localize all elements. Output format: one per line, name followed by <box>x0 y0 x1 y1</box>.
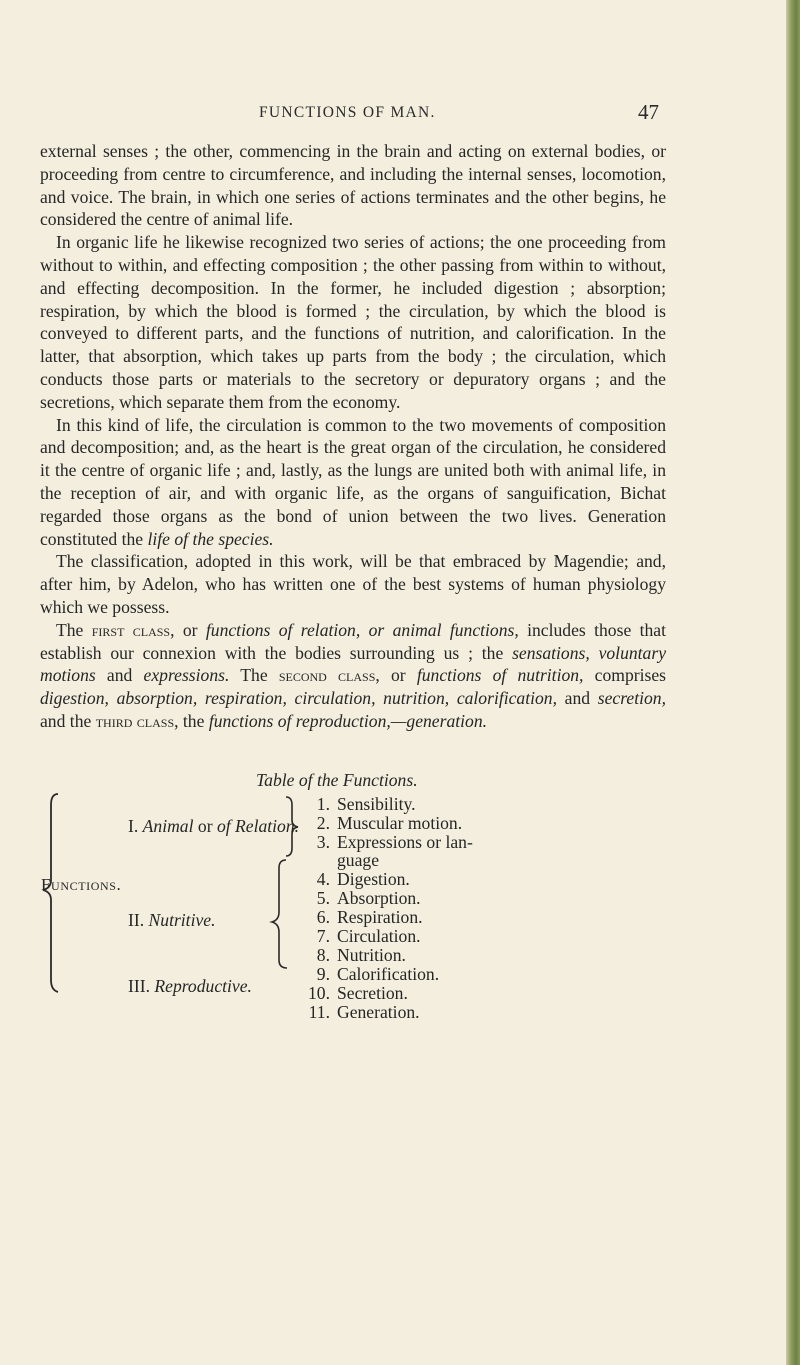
paragraph-3-emphasis: life of the species. <box>147 528 274 549</box>
text-run: and <box>95 665 144 686</box>
text-run: or <box>174 619 206 640</box>
function-item <box>302 813 462 834</box>
class-name: Reproductive. <box>154 976 252 996</box>
emphasis-run: digestion, absorption, respiration, circulation, nutrition, calorification, <box>40 688 557 709</box>
nutritive-brace <box>272 860 287 968</box>
second-class-label: second class, <box>278 665 380 686</box>
function-item <box>302 850 379 871</box>
item-number: 11. <box>308 1002 330 1022</box>
item-number: 3. <box>316 832 330 852</box>
text-run: and <box>557 688 598 709</box>
class-joiner: or <box>193 816 217 836</box>
function-item <box>302 964 439 985</box>
item-label: Digestion. <box>337 869 410 889</box>
emphasis-run: functions of nutrition, <box>416 665 584 686</box>
class-number: III. <box>128 976 150 996</box>
item-label: Secretion. <box>337 983 408 1003</box>
emphasis-run: functions of relation, or animal functions, <box>205 619 519 640</box>
functions-root: Functions. <box>41 875 122 894</box>
item-number: 2. <box>316 813 330 833</box>
item-label: Calorification. <box>337 964 440 984</box>
third-class-label: third class, <box>95 710 179 731</box>
class-number: I. <box>128 816 139 836</box>
class-name: Animal <box>142 816 194 836</box>
item-label: Circulation. <box>337 926 421 946</box>
item-number: 1. <box>316 794 330 814</box>
item-label: Muscular motion. <box>337 813 463 833</box>
class-reproductive <box>128 976 252 997</box>
item-number: 6. <box>316 907 330 927</box>
text-run: or <box>379 665 417 686</box>
text-run: the <box>178 710 209 731</box>
item-label: Absorption. <box>337 888 421 908</box>
class-nutritive <box>128 910 215 931</box>
table-title: Table of the Functions. <box>256 770 418 790</box>
item-label: guage <box>337 850 380 870</box>
class-name: Nutritive. <box>148 910 216 930</box>
running-head: FUNCTIONS OF MAN. <box>259 104 436 121</box>
item-number: 5. <box>316 888 330 908</box>
function-item <box>302 1002 420 1023</box>
class-number: II. <box>128 910 145 930</box>
function-item <box>302 869 410 890</box>
item-label: Nutrition. <box>337 945 406 965</box>
function-item <box>302 945 406 966</box>
item-number: 10. <box>308 983 330 1003</box>
item-number: 8. <box>316 945 330 965</box>
emphasis-run: expressions. <box>143 665 230 686</box>
text-run: The <box>56 619 92 640</box>
item-label: Generation. <box>337 1002 420 1022</box>
item-number: 9. <box>316 964 330 984</box>
function-item <box>302 907 423 928</box>
page-number: 47 <box>638 100 659 124</box>
paragraph-1: external senses ; the other, commencing in the brain and acting on external bodies, or proceeding from centre to circumference, and including the internal senses, locomotion, and voice. The brain, in which one series of actions terminates and the other begins, he considered the centre of animal life. <box>40 141 666 230</box>
function-item <box>302 983 408 1004</box>
text-run: and the <box>40 710 96 731</box>
paragraph-4: The classification, adopted in this work, will be that embraced by Magendie; and, after him, by Adelon, who has written one of the best systems of human physiology which we possess. <box>40 551 666 617</box>
item-label: Sensibility. <box>337 794 416 814</box>
text-run: includes those that establish our connexion with the bodies surrounding us ; the <box>40 619 666 663</box>
item-number: 4. <box>316 869 330 889</box>
emphasis-run: functions of reproduction,—generation. <box>208 710 488 731</box>
item-label: Respiration. <box>337 907 423 927</box>
function-item <box>302 794 416 815</box>
function-item <box>302 888 421 909</box>
paragraph-2: In organic life he likewise recognized two series of actions; the one proceeding from without to within, and effecting composition ; the other passing from within to without, and effecting decomposition. In the former, he included digestion ; absorption; respiration, by which the blood is formed ; the circulation, by which the blood is conveyed to different parts, and the functions of nutrition, and calorification. In the latter, that absorption, which takes up parts from the body ; the circulation, which conducts those parts or materials to the secretory or depuratory organs ; and the secretions, which separate them from the economy. <box>40 232 666 412</box>
paragraph-3-text: In this kind of life, the circulation is common to the two movements of composition and decomposition; and, as the heart is the great organ of the circulation, he considered it the centre of organic life ; and, lastly, as the lungs are united both with animal life, in the reception of air, and with organic life, as the organs of sanguification, Bichat regarded those organs as the bond of union between the two lives. Generation constituted the <box>40 414 666 549</box>
text-run: comprises <box>583 665 667 686</box>
item-number: 7. <box>316 926 330 946</box>
first-class-label: first class, <box>91 619 175 640</box>
text-run: The <box>229 665 279 686</box>
item-label: Expressions or lan- <box>337 832 473 852</box>
emphasis-run: sensations, voluntary motions <box>40 642 667 686</box>
class-animal <box>128 816 299 837</box>
class-alt-name: of Relation. <box>216 816 300 836</box>
emphasis-run: secretion, <box>597 688 667 709</box>
function-item <box>302 926 421 947</box>
